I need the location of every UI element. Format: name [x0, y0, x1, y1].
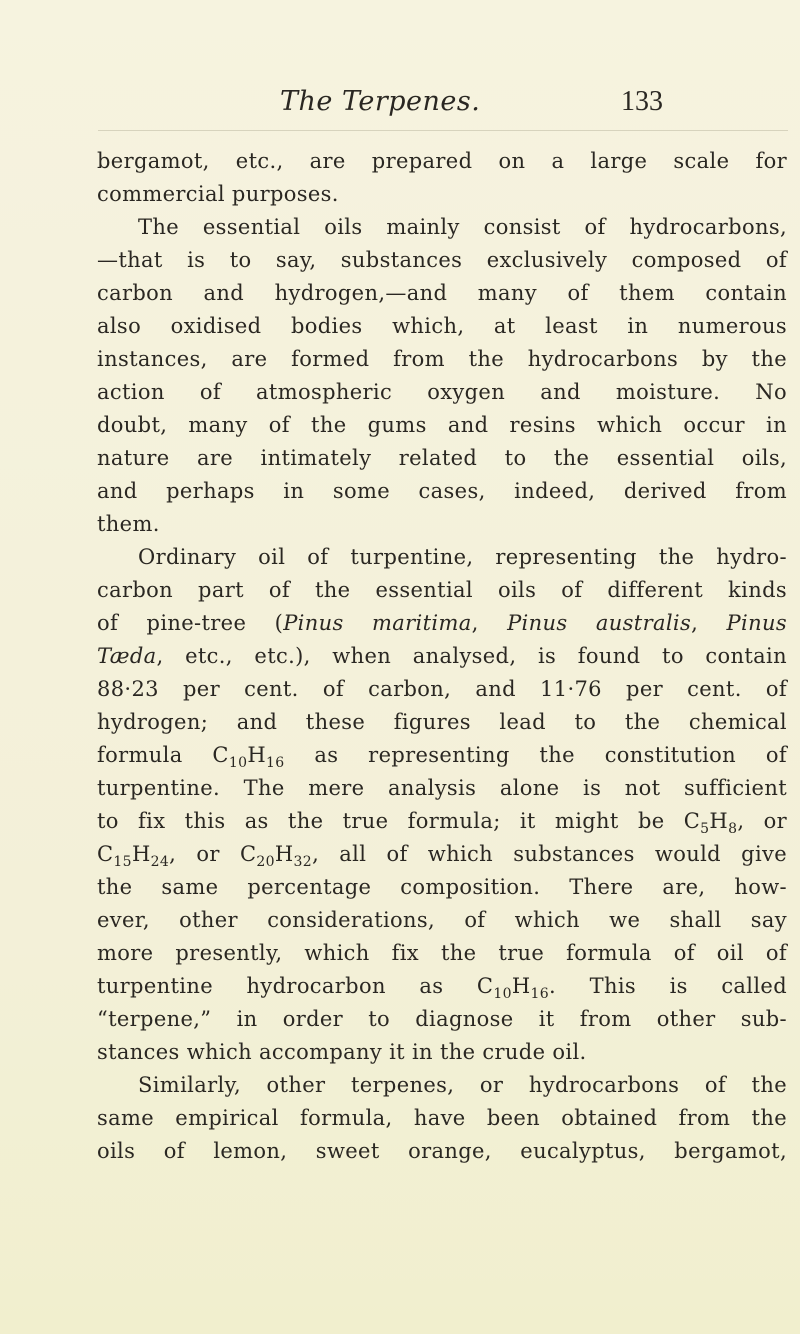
text-line: doubt, many of the gums and resins which occur in — [97, 413, 787, 437]
running-head — [98, 86, 788, 126]
species-name: Tæda — [97, 644, 157, 668]
text-line — [97, 806, 787, 836]
text-line: action of atmospheric oxygen and moisture. No — [97, 380, 787, 404]
species-name: Pinus maritima — [283, 611, 472, 635]
text-run: , — [471, 611, 508, 635]
paragraph-start: Ordinary oil of turpentine, representing the hydro- — [138, 545, 787, 569]
text-run: of pine-tree ( — [97, 611, 284, 635]
text-run: to fix this as the true formula; it might be — [97, 809, 684, 833]
text-line: and perhaps in some cases, indeed, derived from — [97, 479, 787, 503]
text-run: formula — [97, 743, 213, 767]
chemical-formula: $C_5H_8$ — [683, 809, 738, 837]
paragraph-start: Similarly, other terpenes, or hydrocarbons of the — [138, 1073, 787, 1097]
text-line: same empirical formula, have been obtained from the — [97, 1106, 787, 1130]
chemical-formula: $C_{10}H_{16}$ — [212, 743, 285, 771]
text-run: turpentine hydrocarbon as — [97, 974, 477, 998]
text-line — [97, 971, 787, 1001]
chemical-formula: $C_{20}H_{32}$ — [239, 842, 313, 870]
text-line: more presently, which fix the true formula of oil of — [97, 941, 787, 965]
text-line: also oxidised bodies which, at least in numerous — [97, 314, 787, 338]
text-line: them. — [97, 512, 160, 536]
text-line: ever, other considerations, of which we shall say — [97, 908, 787, 932]
species-name: Pinus — [726, 611, 787, 635]
text-run: , or — [169, 842, 240, 866]
text-line: “terpene,” in order to diagnose it from other sub- — [97, 1007, 787, 1031]
text-line — [97, 641, 787, 671]
text-line: hydrogen; and these figures lead to the chemical — [97, 710, 787, 734]
text-line: oils of lemon, sweet orange, eucalyptus, bergamot, — [97, 1139, 787, 1163]
text-run: , etc., etc.), when analysed, is found to contain — [156, 644, 787, 668]
text-line: 88·23 per cent. of carbon, and 11·76 per cent. of — [97, 677, 787, 701]
text-line — [97, 740, 787, 770]
header-rule — [98, 130, 788, 131]
text-line: stances which accompany it in the crude oil. — [97, 1040, 587, 1064]
running-title: The Terpenes. — [280, 86, 481, 117]
page-number: 133 — [621, 86, 663, 117]
text-run: , — [691, 611, 727, 635]
chemical-formula: $C_{15}H_{24}$ — [97, 842, 170, 870]
species-name: Pinus australis — [507, 611, 692, 635]
text-line: carbon part of the essential oils of different kinds — [97, 578, 787, 602]
paragraph-start: The essential oils mainly consist of hydrocarbons, — [138, 215, 787, 239]
text-line — [97, 839, 787, 869]
text-run: , all of which substances would give — [312, 842, 788, 866]
text-line: commercial purposes. — [97, 182, 339, 206]
text-line: nature are intimately related to the essential oils, — [97, 446, 787, 470]
text-run: . This is called — [549, 974, 787, 998]
chemical-formula: $C_{10}H_{16}$ — [476, 974, 550, 1002]
text-line: carbon and hydrogen,—and many of them contain — [97, 281, 787, 305]
text-line: instances, are formed from the hydrocarbons by the — [97, 347, 787, 371]
text-line: bergamot, etc., are prepared on a large scale for — [97, 149, 787, 173]
text-line: turpentine. The mere analysis alone is not sufficient — [97, 776, 787, 800]
text-run: as representing the constitution of — [284, 743, 787, 767]
text-line: the same percentage composition. There are, how- — [97, 875, 787, 899]
text-line: —that is to say, substances exclusively composed of — [97, 248, 787, 272]
text-run: , or — [737, 809, 787, 833]
text-line — [97, 608, 787, 638]
